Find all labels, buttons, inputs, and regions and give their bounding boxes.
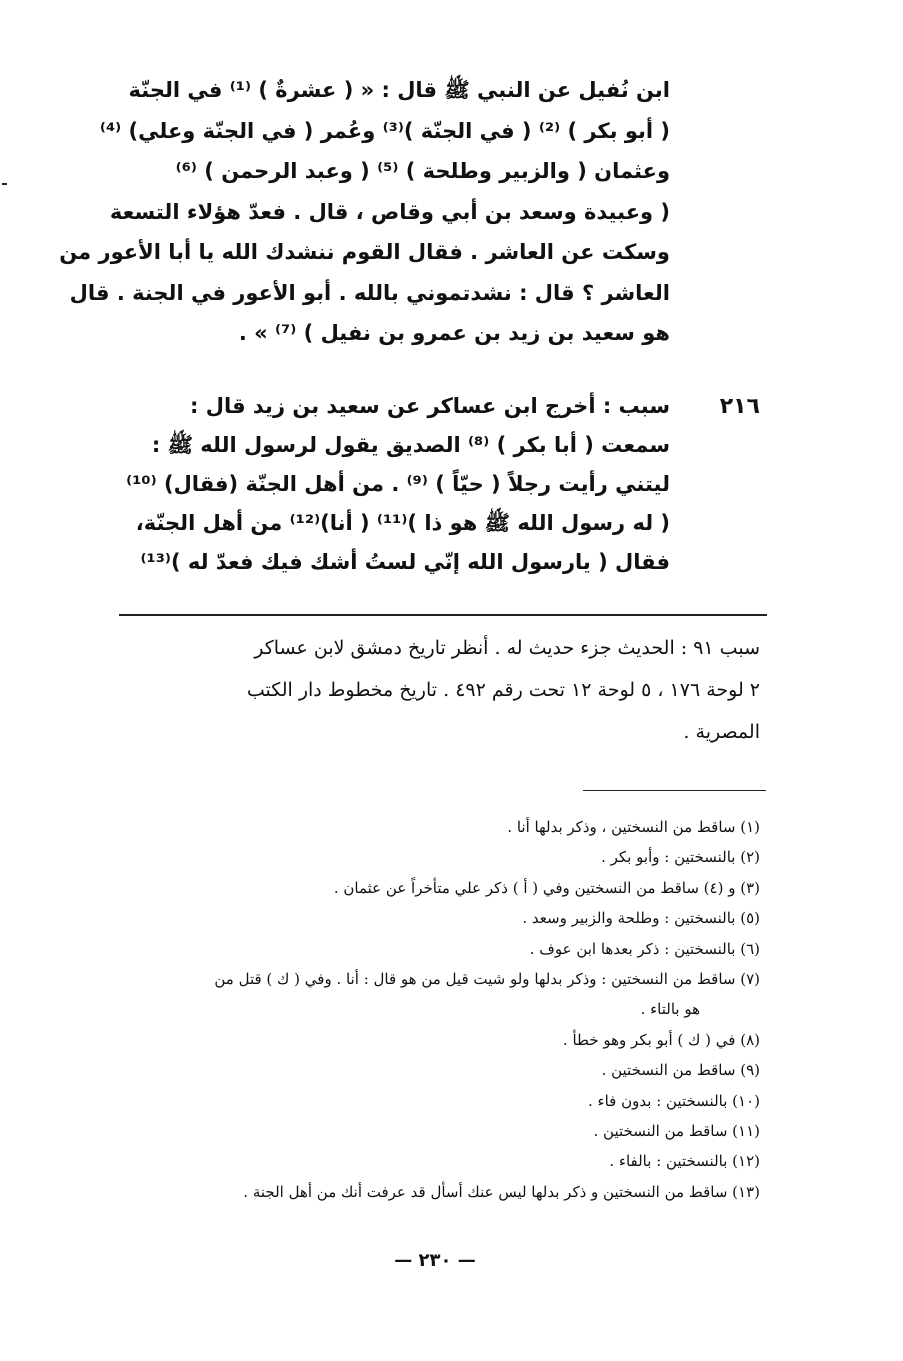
source-note-line: سبب ٩١ : الحديث جزء حديث له . أنظر تاريخ دمشق لابن عساكر [254,637,760,659]
source-note-line: ٢ لوحة ١٧٦ ، ٥ لوحة ١٢ تحت رقم ٤٩٢ . تاريخ مخطوط دار الكتب [246,679,760,701]
hadith-entry [126,387,760,582]
source-note-line: المصرية . [683,721,760,743]
footnote: (١) ساقط من النسختين ، وذكر بدلها أنا . [507,818,760,836]
footnote-continuation: هو بالتاء . [640,1000,700,1019]
main-text-line: ( أبو بكر ) ⁽²⁾ ( في الجنّة )⁽³⁾ وعُمر ( في الجنّة وعلي) ⁽⁴⁾ [99,118,670,143]
footnote-divider [583,790,766,791]
margin-mark [2,183,7,185]
main-text-line: ابن نُفيل عن النبي ﷺ قال : « ( عشرةٌ ) ⁽¹⁾ في الجنّة [128,78,670,102]
entry-text-line: ليتني رأيت رجلاً ( حيّاً ) ⁽⁹⁾ . من أهل الجنّة (فقال) ⁽¹⁰⁾ [126,472,670,496]
main-text-line: هو سعيد بن زيد بن عمرو بن نفيل ) ⁽⁷⁾ » . [238,321,670,345]
entry-number: ٢١٦ [719,394,760,419]
footnote: (٢) بالنسختين : وأبو بكر . [601,848,760,867]
entry-text-line: فقال ( يارسول الله إنّي لستُ أشك فيك فعدّ له )⁽¹³⁾ [140,550,670,574]
main-text-line: العاشر ؟ قال : نشدتموني بالله . أبو الأعور في الجنة . قال [69,280,670,305]
main-text-line: وعثمان ( والزبير وطلحة ) ⁽⁵⁾ ( وعبد الرحمن ) ⁽⁶⁾ [175,159,670,183]
page-number: — ٢٣٠ — [394,1250,476,1271]
footnote: (٨) في ( ك ) أبو بكر وهو خطأ . [562,1030,760,1049]
footnote: (١١) ساقط من النسختين . [593,1122,760,1141]
entry-text-line: ( له رسول الله ﷺ هو ذا )⁽¹¹⁾ ( أنا)⁽¹²⁾ من أهل الجنّة، [135,511,670,535]
footnote: (٧) ساقط من النسختين : وذكر بدلها ولو شيت قيل من هو قال : أنا . وفي ( ك ) قتل من [214,970,760,989]
entry-text [126,387,670,582]
footnote: (١٢) بالنسختين : بالفاء . [609,1152,760,1171]
footnote: (٦) بالنسختين : ذكر بعدها ابن عوف . [529,939,760,958]
main-text-block [59,70,670,354]
footnote: (٣) و (٤) ساقط من النسختين وفي ( أ ) ذكر علي متأخراً عن عثمان . [333,878,760,897]
source-note [120,627,760,753]
footnote: (١٣) ساقط من النسختين و ذكر بدلها ليس عنك أسأل قد عرفت أنك من أهل الجنة . [243,1182,760,1201]
section-divider [119,614,767,616]
footnote: (٥) بالنسختين : وطلحة والزبير وسعد . [522,909,760,928]
entry-text-line: سمعت ( أبا بكر ) ⁽⁸⁾ الصديق يقول لرسول الله ﷺ : [151,433,670,457]
footnote: (١٠) بالنسختين : بدون فاء . [588,1091,760,1110]
footnote: (٩) ساقط من النسختين . [601,1061,760,1080]
entry-text-line: سبب : أخرج ابن عساكر عن سعيد بن زيد قال : [190,394,670,418]
main-text-line: ( وعبيدة وسعد بن أبي وقاص ، قال . فعدّ هؤلاء التسعة [109,199,670,224]
footnotes-list [110,812,760,1207]
main-text-line: وسكت عن العاشر . فقال القوم ننشدك الله يا أبا الأعور من [59,240,670,264]
